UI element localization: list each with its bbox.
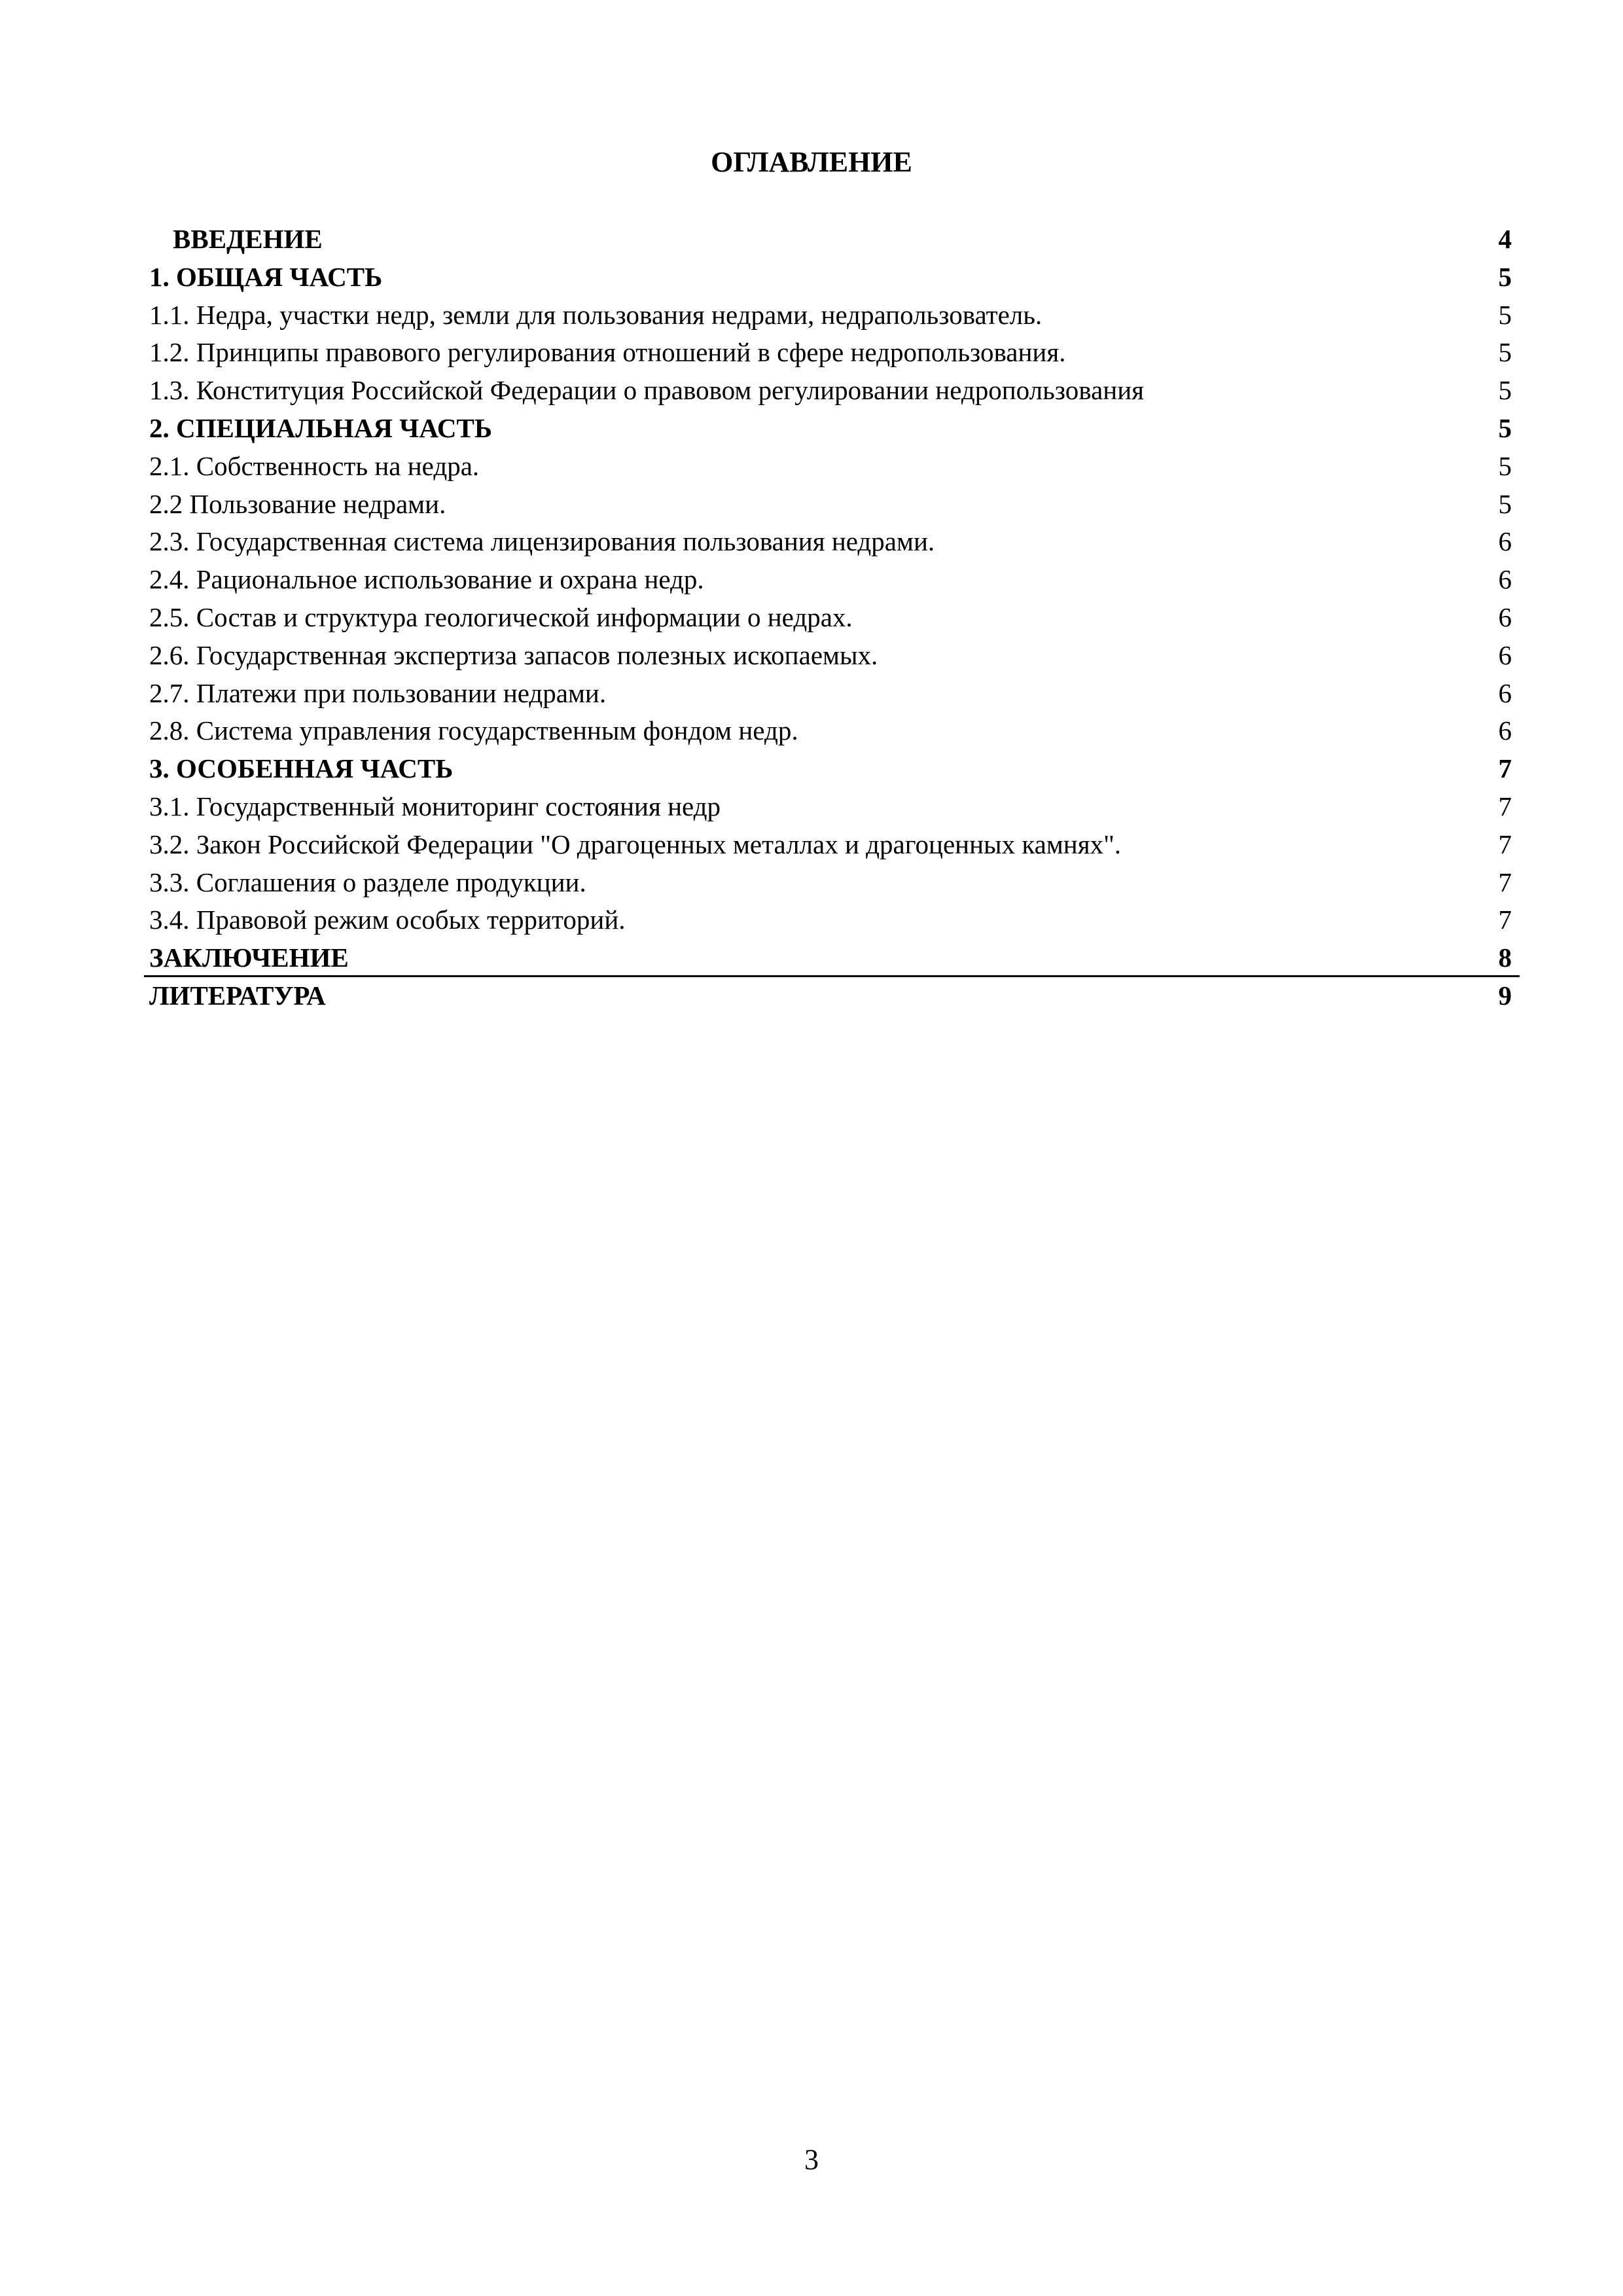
toc-entry-conclusion[interactable]	[149, 939, 1512, 977]
toc-entry-section-3[interactable]	[149, 750, 1512, 788]
toc-entry-page: 4	[1498, 224, 1512, 254]
toc-entry-label: ЛИТЕРАТУРА	[149, 980, 326, 1011]
toc-entry-label: 1.2. Принципы правового регулирования отношений в сфере недропользования.	[149, 337, 1066, 368]
toc-entry-label: 3. ОСОБЕННАЯ ЧАСТЬ	[149, 753, 454, 784]
toc-entry-2-4[interactable]	[149, 561, 1512, 599]
toc-entry-page: 7	[1498, 753, 1512, 784]
toc-entry-page: 5	[1498, 261, 1512, 292]
toc-entry-2-7[interactable]	[149, 675, 1512, 713]
toc-entry-introduction[interactable]	[149, 221, 1512, 259]
toc-entry-label: 3.1. Государственный мониторинг состояния недр	[149, 791, 721, 821]
toc-entry-page: 7	[1498, 791, 1512, 821]
toc-entry-label: 2.3. Государственная система лицензирования пользования недрами.	[149, 526, 935, 557]
toc-entry-2-3[interactable]	[149, 523, 1512, 561]
toc-title: ОГЛАВЛЕНИЕ	[711, 146, 912, 178]
toc-entry-page: 7	[1498, 905, 1512, 935]
toc-entry-literature[interactable]	[149, 977, 1512, 1015]
toc-entry-page: 6	[1498, 564, 1512, 595]
toc-entry-1-2[interactable]	[149, 334, 1512, 372]
toc-entry-1-3[interactable]	[149, 372, 1512, 410]
toc-entry-label: 1.1. Недра, участки недр, земли для пользования недрами, недрапользователь.	[149, 299, 1043, 330]
toc-entry-label: 2.7. Платежи при пользовании недрами.	[149, 677, 607, 708]
page-number: 3	[804, 2144, 819, 2176]
toc-entry-page: 6	[1498, 715, 1512, 746]
toc-entry-page: 6	[1498, 601, 1512, 632]
toc-entry-label: 1. ОБЩАЯ ЧАСТЬ	[149, 261, 383, 292]
toc-entry-label: 2.2 Пользование недрами.	[149, 488, 446, 519]
toc-entry-label: 2.6. Государственная экспертиза запасов полезных ископаемых.	[149, 639, 878, 670]
toc-entry-label: 2. СПЕЦИАЛЬНАЯ ЧАСТЬ	[149, 412, 492, 443]
toc-entry-page: 5	[1498, 488, 1512, 519]
toc-entry-label: 1.3. Конституция Российской Федерации о правовом регулировании недропользования	[149, 375, 1145, 406]
toc-entry-1-1[interactable]	[149, 296, 1512, 334]
toc-entry-page: 5	[1498, 412, 1512, 443]
toc-entry-2-1[interactable]	[149, 448, 1512, 486]
toc-entry-page: 5	[1498, 299, 1512, 330]
toc-entry-label: ЗАКЛЮЧЕНИЕ	[149, 942, 349, 973]
toc-entry-label: ВВЕДЕНИЕ	[173, 224, 323, 254]
toc-entry-label: 2.8. Система управления государственным фондом недр.	[149, 715, 798, 746]
toc-entry-page: 5	[1498, 450, 1512, 481]
toc-entry-label: 3.4. Правовой режим особых территорий.	[149, 905, 626, 935]
toc-entry-page: 7	[1498, 829, 1512, 859]
toc-entry-label: 3.3. Соглашения о разделе продукции.	[149, 867, 586, 897]
toc-entry-page: 6	[1498, 639, 1512, 670]
toc-entry-page: 7	[1498, 867, 1512, 897]
toc-entry-page: 6	[1498, 677, 1512, 708]
toc-entry-3-1[interactable]	[149, 788, 1512, 826]
toc-entry-section-1[interactable]	[149, 259, 1512, 296]
toc-entry-label: 3.2. Закон Российской Федерации "О драгоценных металлах и драгоценных камнях".	[149, 829, 1122, 859]
toc-entry-3-2[interactable]	[149, 826, 1512, 864]
toc-entry-2-5[interactable]	[149, 599, 1512, 637]
toc-entry-page: 9	[1498, 980, 1512, 1011]
toc-entry-label: 2.1. Собственность на недра.	[149, 450, 480, 481]
toc-entry-2-2[interactable]	[149, 486, 1512, 524]
toc-entry-label: 2.4. Рациональное использование и охрана недр.	[149, 564, 704, 595]
toc-entry-page: 6	[1498, 526, 1512, 557]
toc-entry-page: 8	[1498, 942, 1512, 973]
toc-entry-2-8[interactable]	[149, 712, 1512, 750]
toc-entry-page: 5	[1498, 375, 1512, 406]
toc-entry-2-6[interactable]	[149, 637, 1512, 675]
toc-entry-3-3[interactable]	[149, 864, 1512, 902]
toc-entry-3-4[interactable]	[149, 901, 1512, 939]
toc-entry-label: 2.5. Состав и структура геологической информации о недрах.	[149, 601, 853, 632]
toc-entry-page: 5	[1498, 337, 1512, 368]
table-of-contents	[149, 221, 1512, 1015]
toc-entry-section-2[interactable]	[149, 410, 1512, 448]
